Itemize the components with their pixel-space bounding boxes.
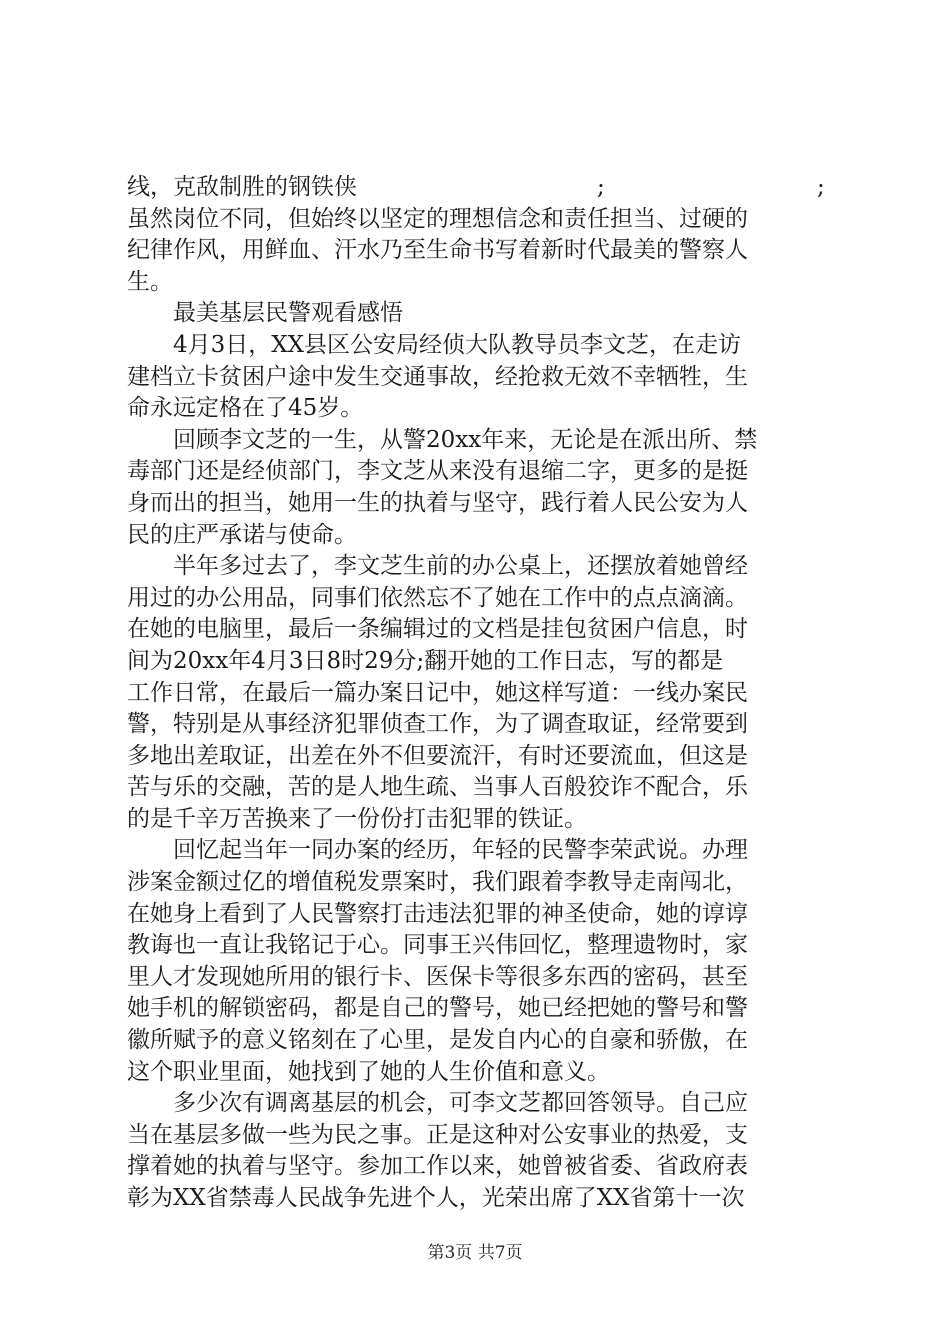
text-line: 纪律作风，用鲜血、汗水乃至生命书写着新时代最美的警察人 [127, 237, 748, 264]
text-line: 毒部门还是经侦部门，李文芝从来没有退缩二字，更多的是挺 [127, 458, 748, 485]
document-body [127, 172, 837, 1215]
text-line: 教诲也一直让我铭记于心。同事王兴伟回忆，整理遗物时，家 [127, 932, 748, 959]
text-line: 警，特别是从事经济犯罪侦查工作，为了调查取证，经常要到 [127, 711, 748, 738]
text-line: 的是千辛万苦换来了一份份打击犯罪的铁证。 [127, 805, 587, 832]
text-line: 彰为XX省禁毒人民战争先进个人，光荣出席了XX省第十一次 [127, 1185, 745, 1211]
text-line: 在她的电脑里，最后一条编辑过的文档是挂包贫困户信息，时 [127, 616, 748, 643]
text-line: 这个职业里面，她找到了她的人生价值和意义。 [127, 1058, 610, 1085]
text-line: 当在基层多做一些为民之事。正是这种对公安事业的热爱，支 [127, 1121, 748, 1148]
text-line: 多地出差取证，出差在外不但要流汗，有时还要流血，但这是 [127, 742, 748, 769]
text-line: 半年多过去了，李文芝生前的办公桌上，还摆放着她曾经 [173, 553, 748, 580]
text-line: 里人才发现她所用的银行卡、医保卡等很多东西的密码，甚至 [127, 963, 748, 990]
text-line: 4月3日，XX县区公安局经侦大队教导员李文芝，在走访 [173, 331, 742, 358]
text-line: 回忆起当年一同办案的经历，年轻的民警李荣武说。办理 [173, 837, 748, 864]
text-line: 涉案金额过亿的增值税发票案时，我们跟着李教导走南闯北， [127, 869, 748, 896]
text-line [127, 172, 837, 204]
text-line: 命永远定格在了45岁。 [127, 395, 364, 422]
page-footer: 第3页 共7页 [427, 1243, 523, 1263]
section-heading: 最美基层民警观看感悟 [173, 300, 403, 327]
text-line-content: 线，克敌制胜的钢铁侠 [127, 174, 357, 200]
text-line: 间为20xx年4月3日8时29分;翻开她的工作日志，写的都是 [127, 647, 724, 674]
semicolon-mark: ; [817, 174, 825, 200]
text-line: 建档立卡贫困户途中发生交通事故，经抢救无效不幸牺牲，生 [127, 363, 748, 390]
text-line: 身而出的担当，她用一生的执着与坚守，践行着人民公安为人 [127, 489, 748, 516]
text-line: 虽然岗位不同，但始终以坚定的理想信念和责任担当、过硬的 [127, 205, 748, 232]
text-line: 多少次有调离基层的机会，可李文芝都回答领导。自己应 [173, 1090, 748, 1117]
text-line: 回顾李文芝的一生，从警20xx年来，无论是在派出所、禁 [173, 426, 758, 453]
text-line: 徽所赋予的意义铭刻在了心里，是发自内心的自豪和骄傲，在 [127, 1027, 748, 1054]
text-line: 生。 [127, 268, 173, 295]
text-line: 她手机的解锁密码，都是自己的警号，她已经把她的警号和警 [127, 995, 748, 1022]
text-line: 撑着她的执着与坚守。参加工作以来，她曾被省委、省政府表 [127, 1153, 748, 1180]
text-line: 苦与乐的交融，苦的是人地生疏、当事人百般狡诈不配合，乐 [127, 774, 748, 801]
text-line: 在她身上看到了人民警察打击违法犯罪的神圣使命，她的谆谆 [127, 900, 748, 927]
semicolon-mark: ; [597, 174, 605, 200]
text-line: 工作日常，在最后一篇办案日记中，她这样写道：一线办案民 [127, 679, 748, 706]
text-line: 民的庄严承诺与使命。 [127, 521, 357, 548]
text-line: 用过的办公用品，同事们依然忘不了她在工作中的点点滴滴。 [127, 584, 748, 611]
